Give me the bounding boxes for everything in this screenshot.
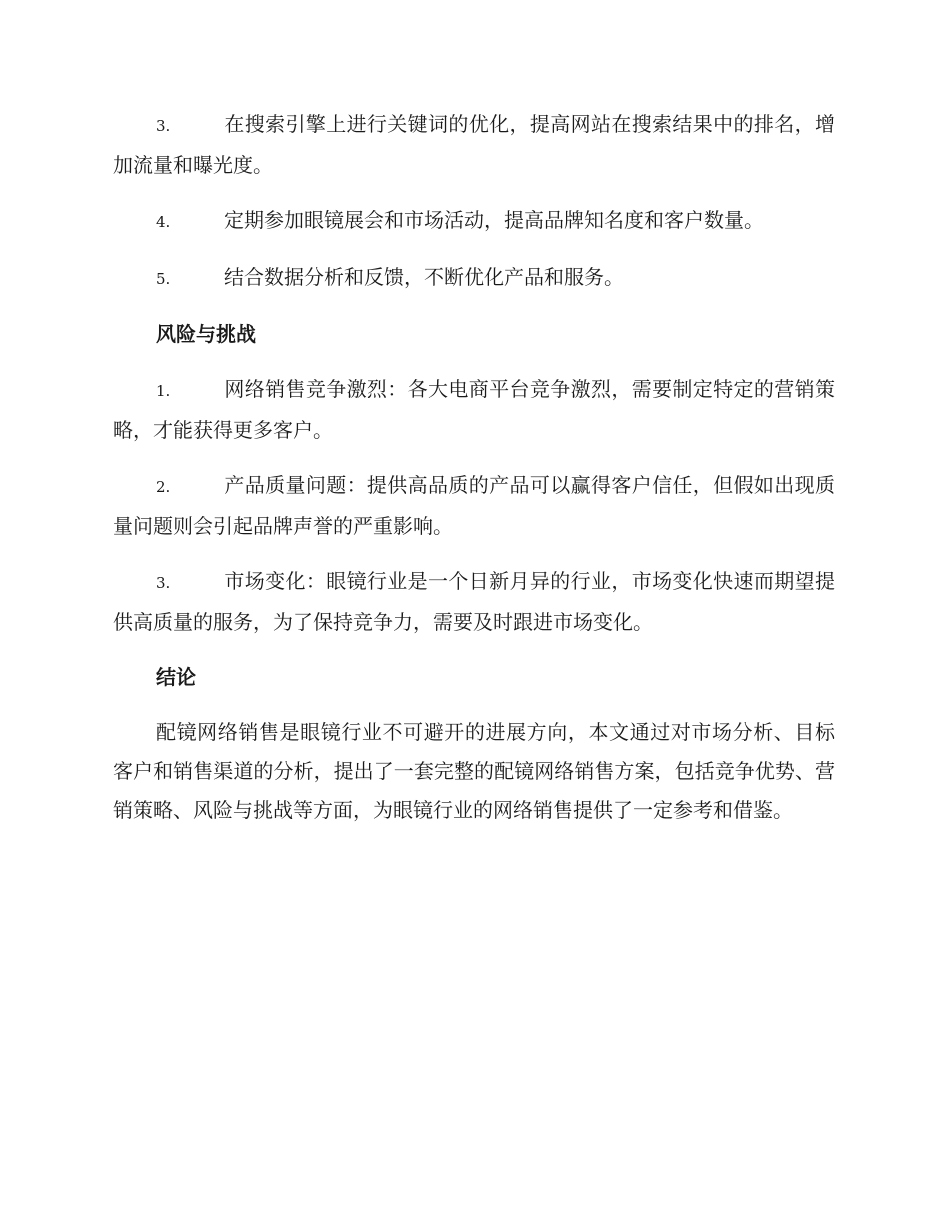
list-item-text: 结合数据分析和反馈，不断优化产品和服务。	[224, 265, 624, 289]
list-item-number: 3.	[156, 117, 171, 135]
list-item	[113, 370, 835, 450]
list-item-number: 4.	[156, 213, 171, 231]
section-heading-risks: 风险与挑战	[156, 322, 256, 346]
list-item	[113, 105, 835, 185]
list-item	[113, 258, 835, 299]
section-heading-conclusion: 结论	[156, 665, 196, 689]
conclusion-paragraph: 配镜网络销售是眼镜行业不可避开的进展方向，本文通过对市场分析、目标客户和销售渠道的分析，提出了一套完整的配镜网络销售方案，包括竞争优势、营销策略、风险与挑战等方面，为眼镜行业的网络销售提供了一定参考和借鉴。	[113, 720, 835, 822]
list-item-text: 网络销售竞争激烈：各大电商平台竞争激烈，需要制定特定的营销策略，才能获得更多客户。	[113, 377, 835, 442]
list-item-text: 在搜索引擎上进行关键词的优化，提高网站在搜索结果中的排名，增加流量和曝光度。	[113, 112, 835, 177]
list-item-number: 3.	[156, 574, 171, 592]
list-item-text: 产品质量问题：提供高品质的产品可以赢得客户信任，但假如出现质量问题则会引起品牌声誉的严重影响。	[113, 473, 835, 538]
list-item-text: 定期参加眼镜展会和市场活动，提高品牌知名度和客户数量。	[224, 208, 764, 232]
list-item-number: 2.	[156, 478, 171, 496]
list-item	[113, 466, 835, 546]
document-page	[113, 105, 835, 830]
list-item	[113, 201, 835, 242]
list-item-number: 5.	[156, 270, 171, 288]
list-item-number: 1.	[156, 382, 171, 400]
list-item-text: 市场变化：眼镜行业是一个日新月异的行业，市场变化快速而期望提供高质量的服务，为了保持竞争力，需要及时跟进市场变化。	[113, 569, 835, 634]
list-item	[113, 562, 835, 642]
